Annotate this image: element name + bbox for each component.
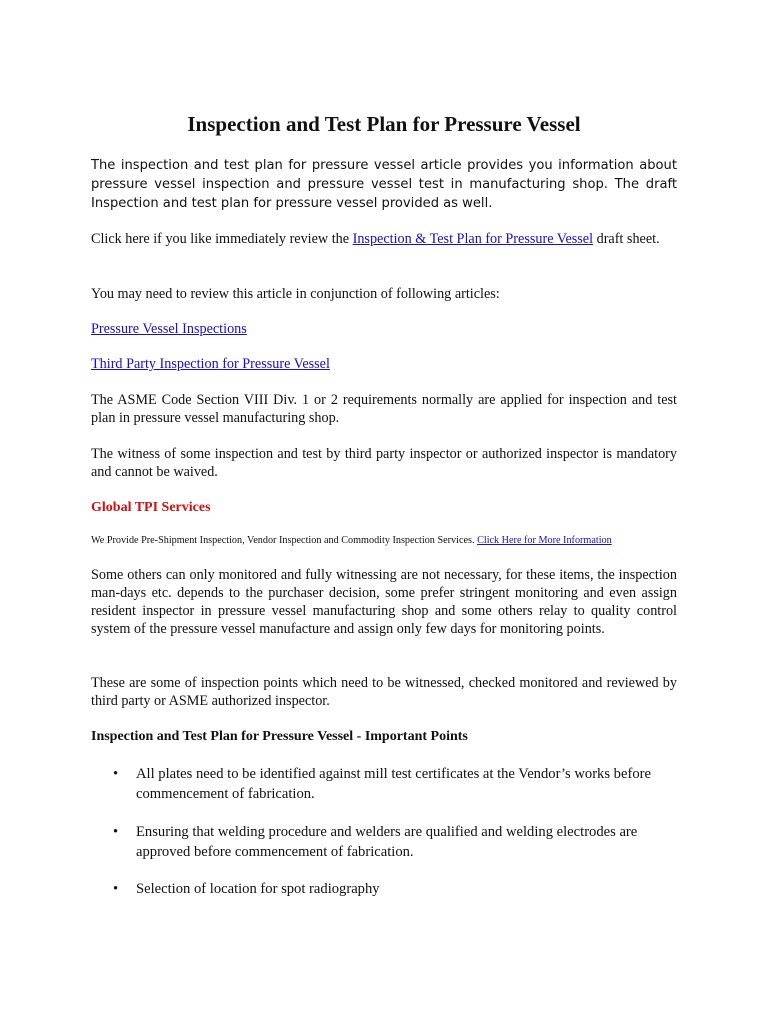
points-intro-paragraph: These are some of inspection points which need to be witnessed, checked monitored and reviewed by third party or ASME authorized inspector. [91, 675, 677, 709]
bullet-icon: • [113, 766, 119, 782]
list-item [113, 764, 678, 804]
witness-paragraph: The witness of some inspection and test by third party inspector or authorized inspector is mandatory and cannot be waived. [91, 446, 677, 480]
ad-paragraph [91, 534, 677, 548]
intro-text-line2: Inspection and test plan for pressure vessel provided as well. [91, 196, 493, 211]
intro-paragraph [91, 156, 677, 213]
itp-sheet-link[interactable]: Inspection & Test Plan for Pressure Vessel [352, 231, 594, 247]
points-heading: Inspection and Test Plan for Pressure Vessel - Important Points [91, 729, 468, 744]
bullet-text: Ensuring that welding procedure and welders are qualified and welding electrodes are approved before commencement of fabrication. [136, 824, 638, 860]
related-link-item [91, 320, 677, 338]
ad-heading: Global TPI Services [91, 500, 211, 515]
ad-text: We Provide Pre-Shipment Inspection, Vendor Inspection and Commodity Inspection Services. [91, 535, 478, 546]
bullet-text: Selection of location for spot radiography [136, 881, 380, 897]
review-text-before: Click here if you like immediately review the [91, 231, 353, 247]
intro-text-line1: The inspection and test plan for pressure vessel article provides you information about pressure vessel inspection and pressure vessel test in manufacturing shop. The draft [91, 158, 677, 192]
review-text-after: draft sheet. [593, 231, 660, 247]
list-item [113, 879, 678, 899]
conjunction-paragraph: You may need to review this article in conjunction of following articles: [91, 286, 500, 302]
others-paragraph: Some others can only monitored and fully witnessing are not necessary, for these items, the inspection man-days etc. depends to the purchaser decision, some prefer stringent monitoring and even assign resident inspector in pressure vessel manufacturing shop and some others relay to quality control system of the pressure vessel manufacture and assign only few days for monitoring points. [91, 567, 677, 637]
related-link-item [91, 355, 677, 373]
third-party-inspection-link[interactable]: Third Party Inspection for Pressure Vessel [91, 356, 330, 372]
asme-paragraph: The ASME Code Section VIII Div. 1 or 2 requirements normally are applied for inspection and test plan in pressure vessel manufacturing shop. [91, 392, 677, 426]
more-information-link[interactable]: Click Here for More Information [477, 535, 612, 546]
list-item [113, 822, 678, 862]
page-title: Inspection and Test Plan for Pressure Vessel [187, 112, 581, 136]
pressure-vessel-inspections-link[interactable]: Pressure Vessel Inspections [91, 321, 247, 337]
review-paragraph [91, 230, 677, 248]
bullet-icon: • [113, 824, 119, 840]
bullet-icon: • [113, 881, 119, 897]
bullet-text: All plates need to be identified against mill test certificates at the Vendor’s works before commencement of fabrication. [136, 766, 651, 802]
